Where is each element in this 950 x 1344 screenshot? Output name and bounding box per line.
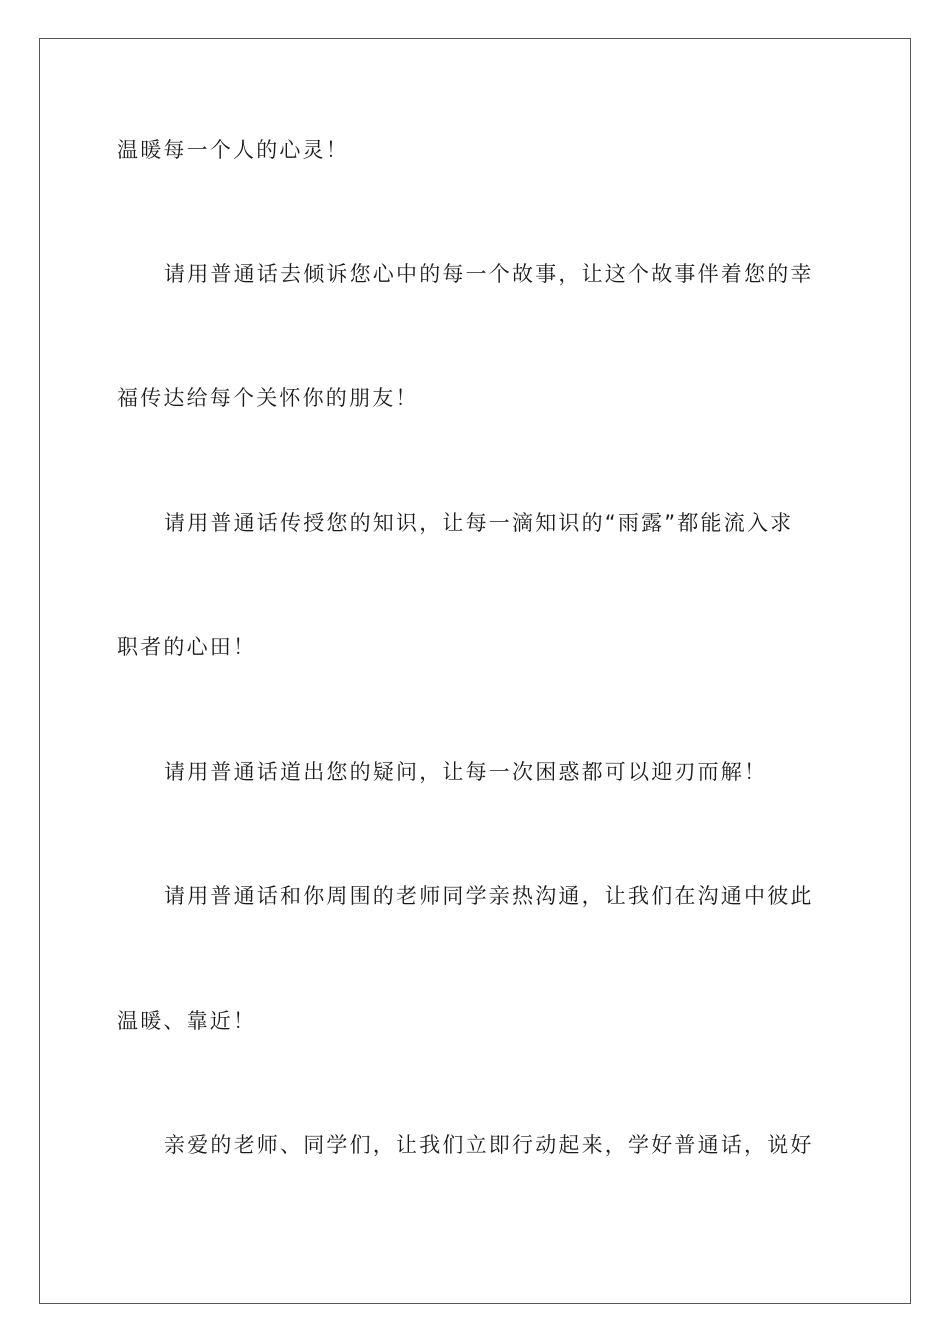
text-line: 温暖每一个人的心灵！	[117, 138, 349, 162]
paragraph-first-line: 亲爱的老师、同学们，让我们立即行动起来，学好普通话，说好	[164, 1133, 814, 1157]
paragraph-first-line: 请用普通话道出您的疑问，让每一次困惑都可以迎刃而解！	[164, 760, 768, 784]
page-frame	[39, 38, 911, 1304]
paragraph-first-line: 请用普通话传授您的知识，让每一滴知识的“雨露”都能流入求	[164, 511, 794, 535]
paragraph-first-line: 请用普通话和你周围的老师同学亲热沟通，让我们在沟通中彼此	[164, 884, 814, 908]
text-line: 职者的心田！	[117, 635, 257, 659]
text-line: 温暖、靠近！	[117, 1009, 257, 1033]
text-line: 福传达给每个关怀你的朋友！	[117, 386, 419, 410]
paragraph-first-line: 请用普通话去倾诉您心中的每一个故事，让这个故事伴着您的幸	[164, 262, 814, 286]
